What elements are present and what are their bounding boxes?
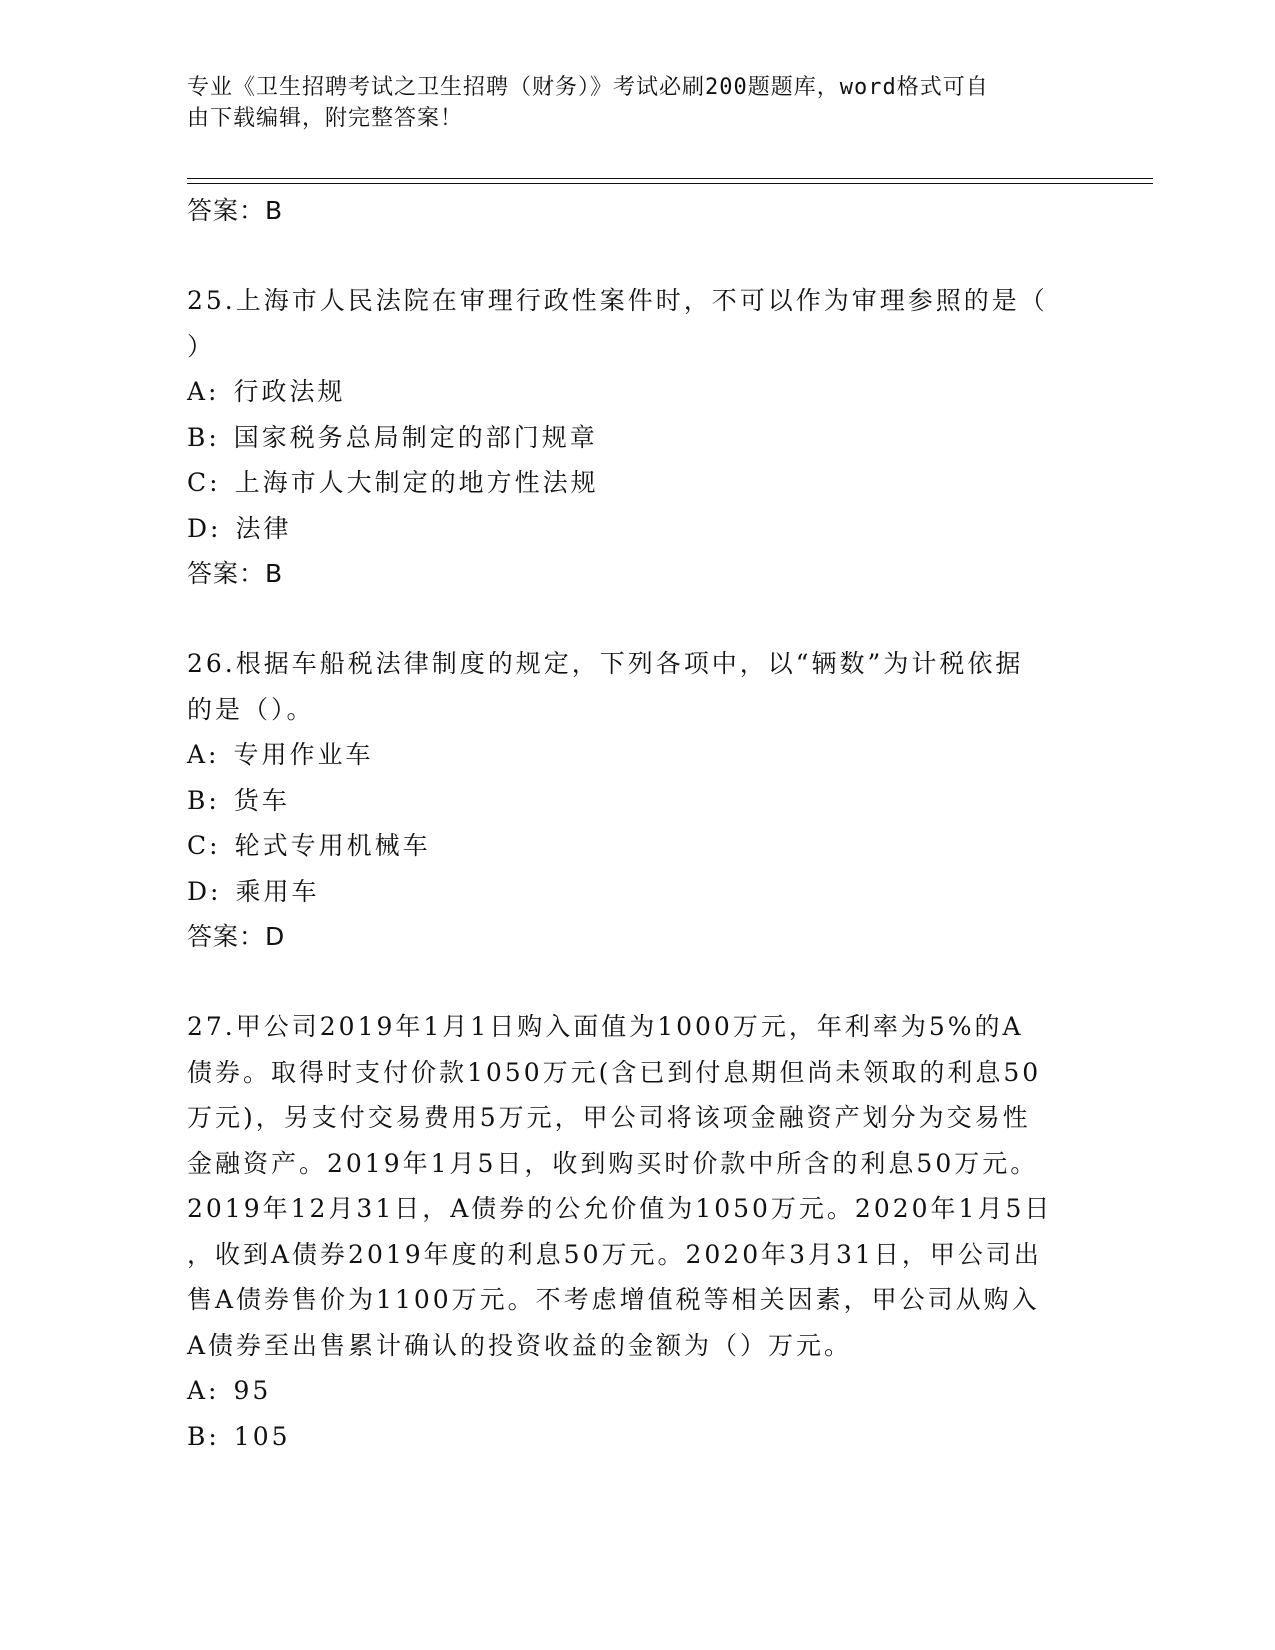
option-text: 货车 <box>233 785 290 815</box>
option-label: B: <box>187 1421 220 1451</box>
option-b <box>187 415 1087 461</box>
question-27 <box>187 1004 1087 1459</box>
option-b <box>187 778 1087 824</box>
question-text-line: 27.甲公司2019年1月1日购入面值为1000万元，年利率为5%的A <box>187 1012 1024 1041</box>
answer-label: 答案：B <box>187 559 284 588</box>
option-label: D: <box>187 876 222 906</box>
question-text-line: 25.上海市人民法院在审理行政性案件时，不可以作为审理参照的是（ <box>187 286 1048 315</box>
answer-label: 答案：D <box>187 922 286 951</box>
option-b <box>187 1414 1087 1460</box>
option-d <box>187 506 1087 552</box>
header-line-1: 专业《卫生招聘考试之卫生招聘（财务）》考试必刷200题题库，word格式可自 <box>187 75 989 100</box>
question-text-line: ，收到A债券2019年度的利息50万元。2020年3月31日，甲公司出 <box>187 1239 1042 1269</box>
option-a <box>187 1368 1087 1414</box>
option-text: 轮式专用机械车 <box>234 831 431 860</box>
question-text-line: 万元)，另支付交易费用5万元，甲公司将该项金融资产划分为交易性 <box>187 1103 1031 1132</box>
option-text: 法律 <box>235 513 292 543</box>
option-label: A: <box>187 740 220 769</box>
option-label: C: <box>187 468 221 497</box>
document-header <box>187 72 1067 134</box>
option-d <box>187 869 1087 915</box>
question-text-line: 2019年12月31日，A债券的公允价值为1050万元。2020年1月5日 <box>187 1194 1053 1223</box>
option-text: 行政法规 <box>233 377 346 406</box>
question-text-line: ） <box>187 331 216 361</box>
option-text: 95 <box>233 1376 272 1405</box>
question-25 <box>187 278 1087 597</box>
question-text-line: 售A债券售价为1100万元。不考虑增值税等相关因素，甲公司从购入 <box>187 1285 1040 1314</box>
option-text: 国家税务总局制定的部门规章 <box>233 422 598 452</box>
question-text-line: 金融资产。2019年1月5日，收到购买时价款中所含的利息50万元。 <box>187 1148 1039 1178</box>
option-text: 上海市人大制定的地方性法规 <box>234 468 599 497</box>
option-label: D: <box>187 513 222 543</box>
document-body <box>187 188 1087 1459</box>
question-text-line: 26.根据车船税法律制度的规定，下列各项中，以“辆数”为计税依据 <box>187 649 1024 678</box>
option-label: C: <box>187 831 221 860</box>
option-text: 专用作业车 <box>233 740 374 769</box>
option-label: B: <box>187 422 220 452</box>
option-text: 105 <box>233 1421 291 1451</box>
header-rule-bottom <box>187 183 1153 184</box>
option-label: A: <box>187 377 220 406</box>
header-rule-top <box>187 178 1153 179</box>
question-text-line: 的是（）。 <box>187 694 315 724</box>
question-text-line: 债券。取得时支付价款1050万元(含已到付息期但尚未领取的利息50 <box>187 1057 1042 1087</box>
header-line-2: 由下载编辑，附完整答案！ <box>187 106 464 131</box>
option-c <box>187 460 1087 506</box>
option-text: 乘用车 <box>235 876 320 906</box>
option-label: B: <box>187 785 220 815</box>
option-label: A: <box>187 1376 220 1405</box>
question-text-line: A债券至出售累计确认的投资收益的金额为（）万元。 <box>187 1330 853 1360</box>
option-a <box>187 732 1087 778</box>
option-a <box>187 369 1087 415</box>
option-c <box>187 823 1087 869</box>
answer-label: 答案：B <box>187 196 284 225</box>
question-26 <box>187 641 1087 960</box>
